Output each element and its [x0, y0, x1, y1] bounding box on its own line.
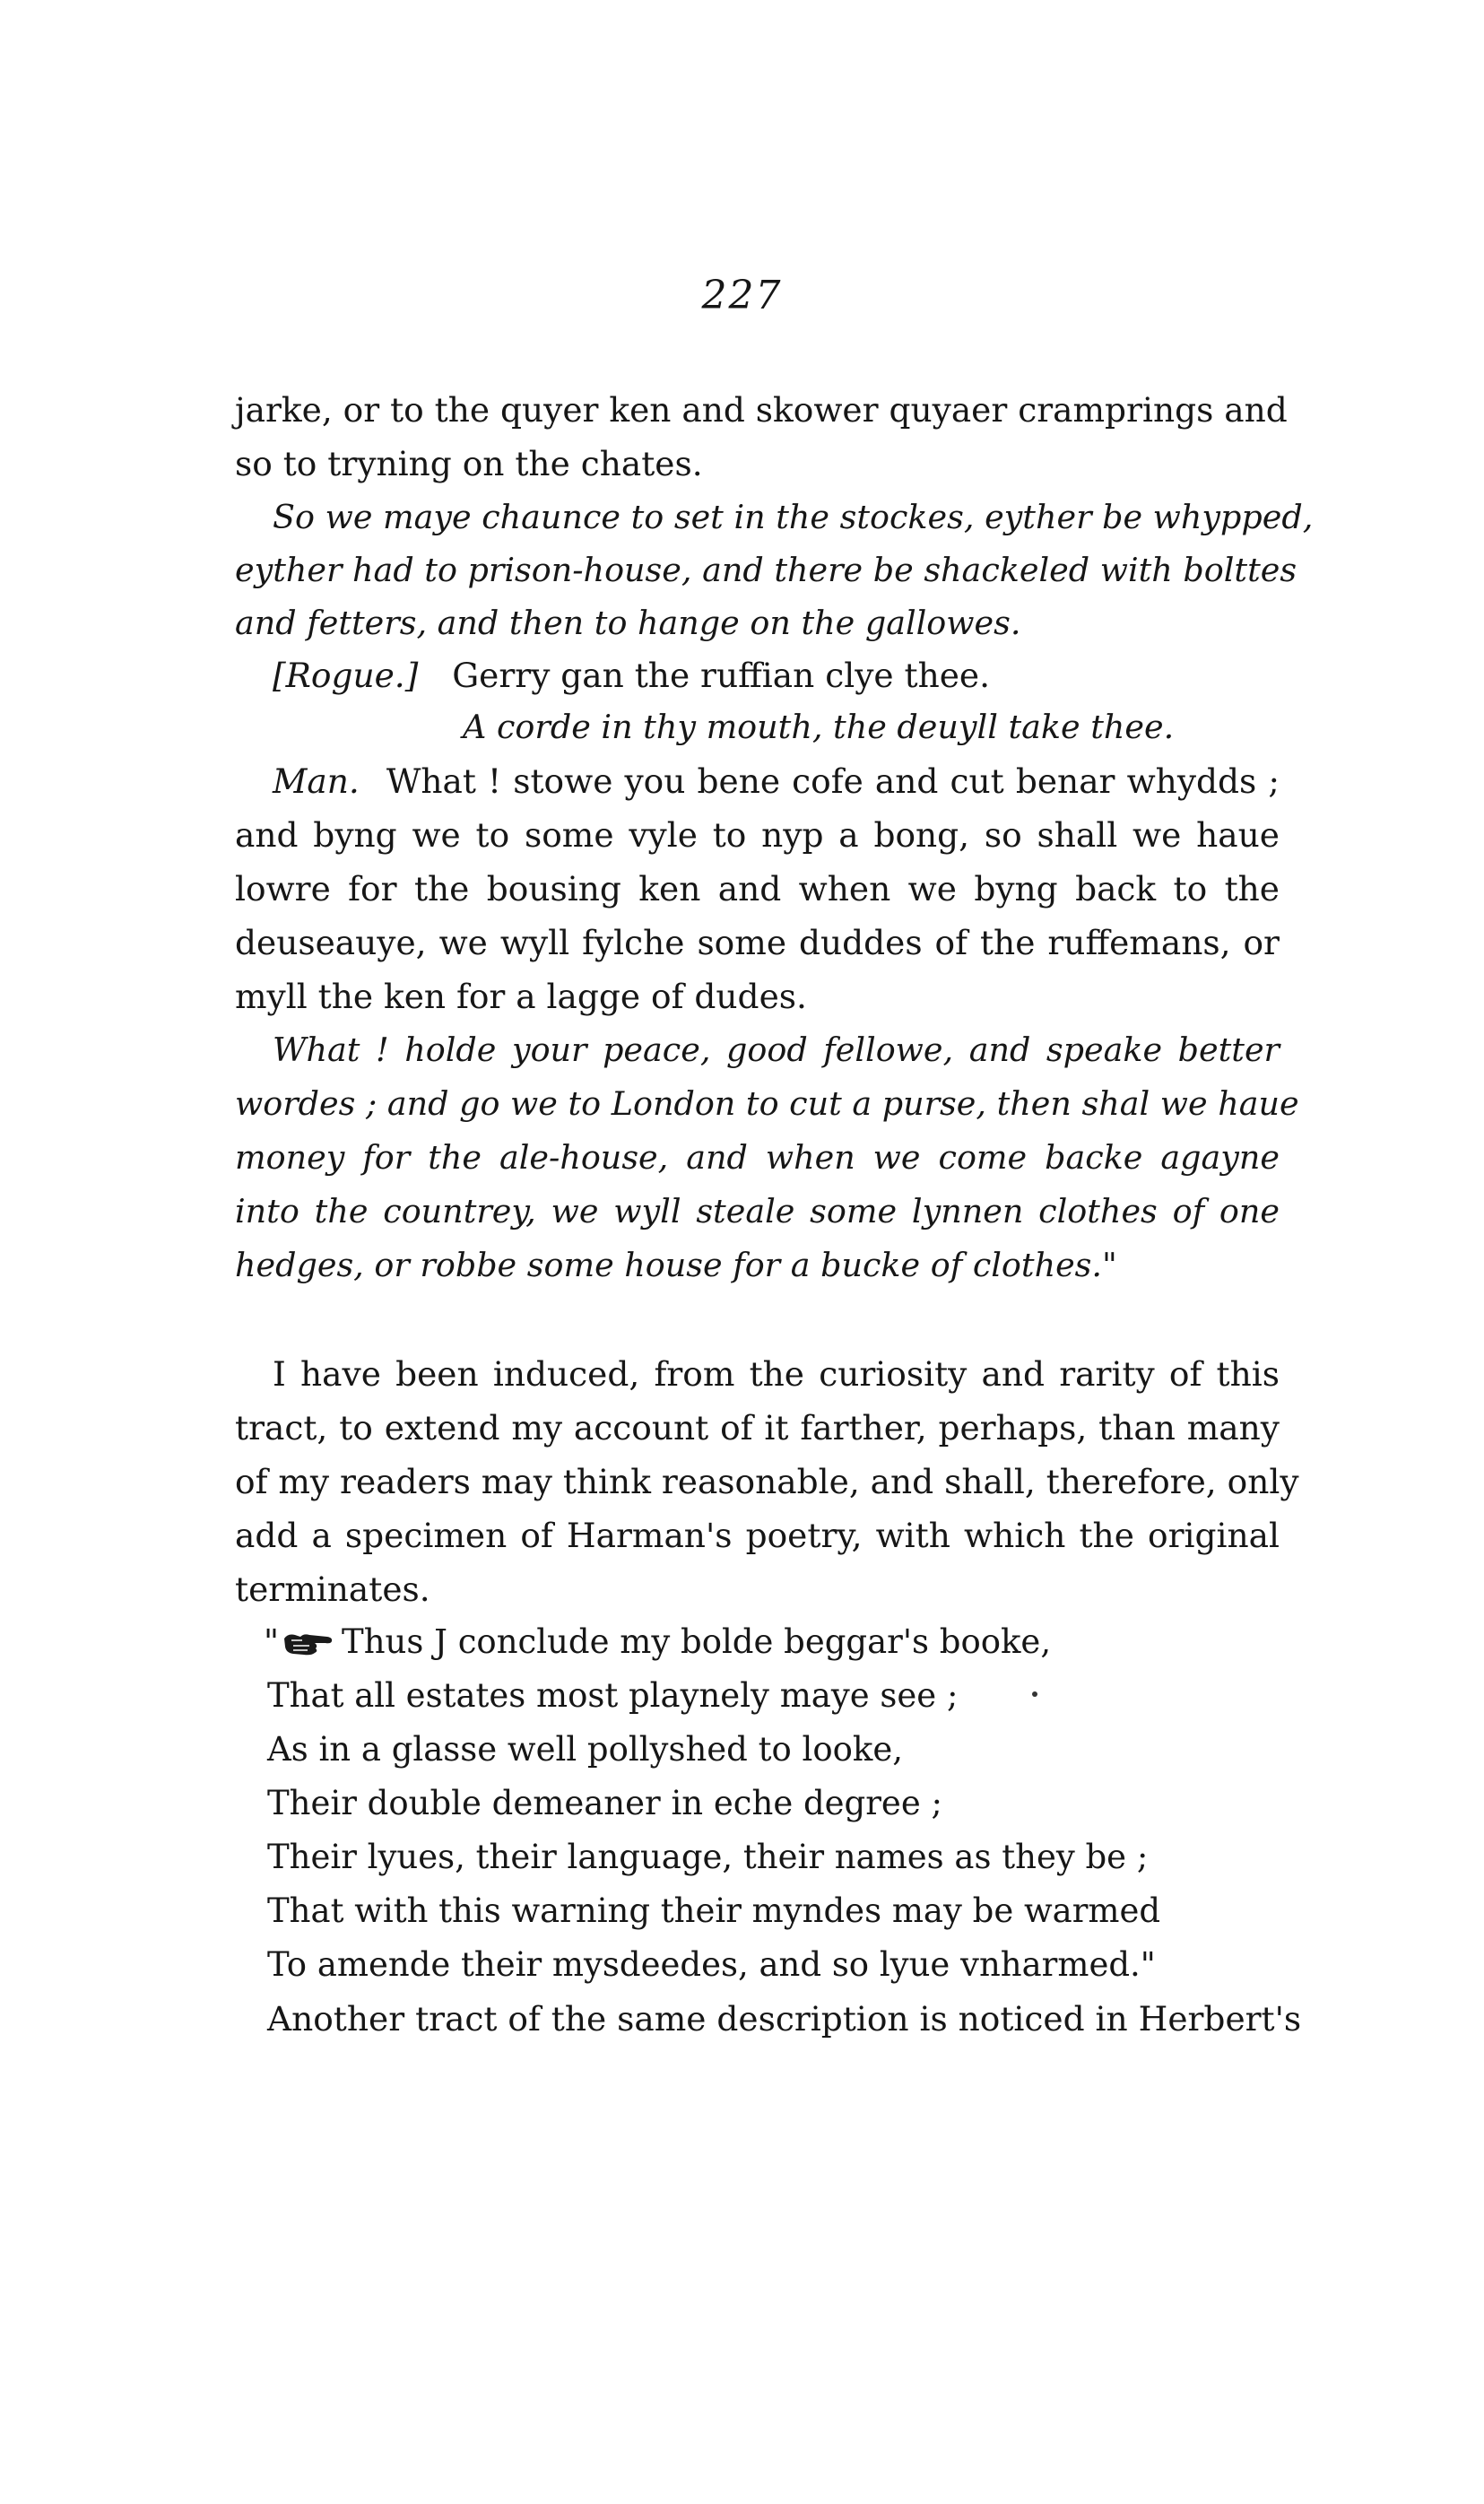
speaker-man: Man.	[273, 761, 360, 801]
text-line: Another tract of the same description is noticed in Herbert's	[267, 1999, 1302, 2039]
poem-line: To amende their mysdeedes, and so lyue vnharmed."	[267, 1945, 1156, 1984]
poem-line	[264, 1614, 1051, 1670]
open-quote: "	[264, 1622, 280, 1661]
poem-line: As in a glasse well pollyshed to looke,	[267, 1730, 903, 1769]
italic-line: So we maye chaunce to set in the stockes, eyther be whypped,	[273, 498, 1314, 536]
page-number: 227	[701, 273, 783, 318]
italic-line: eyther had to prison-house, and there be shackeled with bolttes	[235, 551, 1297, 589]
italic-line: What ! holde your peace, good fellowe, and speake better	[273, 1030, 1280, 1069]
dialogue-line	[273, 753, 1280, 809]
italic-line: money for the ale-house, and when we come backe agayne	[235, 1138, 1280, 1177]
text-line: of my readers may think reasonable, and shall, therefore, only	[235, 1462, 1299, 1501]
text-line: I have been induced, from the curiosity and rarity of this	[273, 1354, 1280, 1394]
text-line: and byng we to some vyle to nyp a bong, so shall we haue	[235, 815, 1280, 855]
text-line: myll the ken for a lagge of dudes.	[235, 977, 807, 1016]
poem-text: Thus J conclude my bolde beggar's booke,	[342, 1622, 1052, 1661]
poem-line: That with this warning their myndes may be warmed	[267, 1891, 1161, 1930]
dialogue-text: Gerry gan the ruffian clye thee.	[452, 656, 991, 695]
poem-line: Their lyues, their language, their names as they be ;	[267, 1838, 1149, 1876]
poem-line: That all estates most playnely maye see ;	[267, 1676, 959, 1715]
text-line: tract, to extend my account of it farther, perhaps, than many	[235, 1408, 1280, 1448]
text-line: jarke, or to the quyer ken and skower quyaer cramprings and	[235, 390, 1288, 430]
italic-line: hedges, or robbe some house for a bucke of clothes."	[235, 1246, 1117, 1284]
speaker-rogue: [Rogue.]	[273, 656, 419, 695]
text-line: add a specimen of Harman's poetry, with which the original	[235, 1516, 1280, 1555]
stray-mark	[1032, 1691, 1037, 1697]
italic-line: and fetters, and then to hange on the gallowes.	[235, 604, 1021, 642]
text-line: so to tryning on the chates.	[235, 444, 703, 483]
italic-line: A corde in thy mouth, the deuyll take thee.	[463, 708, 1175, 746]
manicule-icon	[282, 1630, 334, 1656]
italic-line: into the countrey, we wyll steale some lynnen clothes of one	[235, 1192, 1280, 1230]
dialogue-text: What ! stowe you bene cofe and cut benar whydds ;	[386, 761, 1280, 801]
text-line: deuseauye, we wyll fylche some duddes of the ruffemans, or	[235, 923, 1280, 962]
text-line: terminates.	[235, 1569, 430, 1609]
dialogue-line	[273, 648, 990, 703]
italic-line: wordes ; and go we to London to cut a purse, then shal we haue	[235, 1084, 1299, 1123]
poem-line: Their double demeaner in eche degree ;	[267, 1784, 942, 1822]
text-line: lowre for the bousing ken and when we byng back to the	[235, 869, 1280, 909]
